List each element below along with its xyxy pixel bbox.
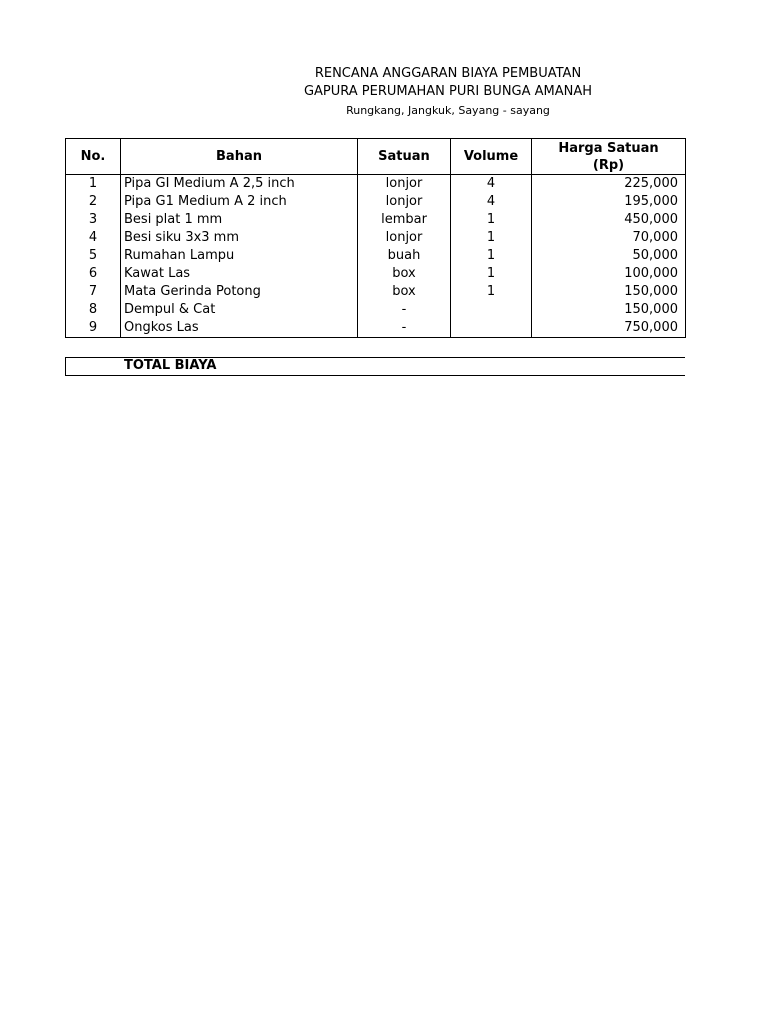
column-header-harga-line1: Harga Satuan xyxy=(558,140,659,156)
cell-harga: 50,000 xyxy=(532,247,686,265)
cell-satuan: lonjor xyxy=(358,229,451,247)
cell-no: 6 xyxy=(66,265,121,283)
cell-no: 4 xyxy=(66,229,121,247)
cell-volume xyxy=(451,301,532,319)
cell-harga: 150,000 xyxy=(532,283,686,301)
cell-satuan: lembar xyxy=(358,211,451,229)
column-header-harga xyxy=(532,139,686,175)
cell-no: 2 xyxy=(66,193,121,211)
cell-volume: 1 xyxy=(451,247,532,265)
document-title-line1: RENCANA ANGGARAN BIAYA PEMBUATAN xyxy=(314,66,582,81)
table-row xyxy=(66,175,686,194)
cell-satuan: - xyxy=(358,301,451,319)
table-row xyxy=(66,301,686,319)
cell-satuan: box xyxy=(358,283,451,301)
column-header-harga-line2: (Rp) xyxy=(592,157,625,173)
column-header-no: No. xyxy=(66,139,121,175)
cell-satuan: buah xyxy=(358,247,451,265)
cell-satuan: lonjor xyxy=(358,193,451,211)
cell-bahan: Pipa GI Medium A 2,5 inch xyxy=(121,175,358,194)
table-row xyxy=(66,283,686,301)
cell-volume: 1 xyxy=(451,265,532,283)
cell-harga: 450,000 xyxy=(532,211,686,229)
cell-satuan: lonjor xyxy=(358,175,451,194)
cell-bahan: Mata Gerinda Potong xyxy=(121,283,358,301)
table-row xyxy=(66,247,686,265)
cell-no: 9 xyxy=(66,319,121,338)
cell-harga: 750,000 xyxy=(532,319,686,338)
table-row xyxy=(66,265,686,283)
cell-harga: 195,000 xyxy=(532,193,686,211)
cell-harga: 70,000 xyxy=(532,229,686,247)
cell-no: 7 xyxy=(66,283,121,301)
table-row xyxy=(66,229,686,247)
table-row xyxy=(66,319,686,338)
total-row xyxy=(65,357,685,376)
document-title-line2: GAPURA PERUMAHAN PURI BUNGA AMANAH xyxy=(303,84,593,99)
budget-table xyxy=(65,138,686,338)
cell-harga: 150,000 xyxy=(532,301,686,319)
cell-volume: 1 xyxy=(451,229,532,247)
cell-no: 1 xyxy=(66,175,121,194)
column-header-volume: Volume xyxy=(451,139,532,175)
column-header-bahan: Bahan xyxy=(121,139,358,175)
cell-bahan: Dempul & Cat xyxy=(121,301,358,319)
cell-volume: 1 xyxy=(451,283,532,301)
cell-volume: 4 xyxy=(451,193,532,211)
cell-satuan: - xyxy=(358,319,451,338)
cell-volume: 4 xyxy=(451,175,532,194)
cell-bahan: Rumahan Lampu xyxy=(121,247,358,265)
cell-harga: 225,000 xyxy=(532,175,686,194)
cell-satuan: box xyxy=(358,265,451,283)
cell-bahan: Ongkos Las xyxy=(121,319,358,338)
cell-no: 3 xyxy=(66,211,121,229)
cell-bahan: Besi plat 1 mm xyxy=(121,211,358,229)
cell-harga: 100,000 xyxy=(532,265,686,283)
cell-bahan: Besi siku 3x3 mm xyxy=(121,229,358,247)
cell-bahan: Pipa G1 Medium A 2 inch xyxy=(121,193,358,211)
table-row xyxy=(66,211,686,229)
document-location: Rungkang, Jangkuk, Sayang - sayang xyxy=(346,104,550,117)
cell-volume xyxy=(451,319,532,338)
cell-no: 8 xyxy=(66,301,121,319)
table-header-row xyxy=(66,139,686,175)
cell-no: 5 xyxy=(66,247,121,265)
table-row xyxy=(66,193,686,211)
total-label: TOTAL BIAYA xyxy=(124,358,217,373)
cell-volume: 1 xyxy=(451,211,532,229)
column-header-satuan: Satuan xyxy=(358,139,451,175)
cell-bahan: Kawat Las xyxy=(121,265,358,283)
